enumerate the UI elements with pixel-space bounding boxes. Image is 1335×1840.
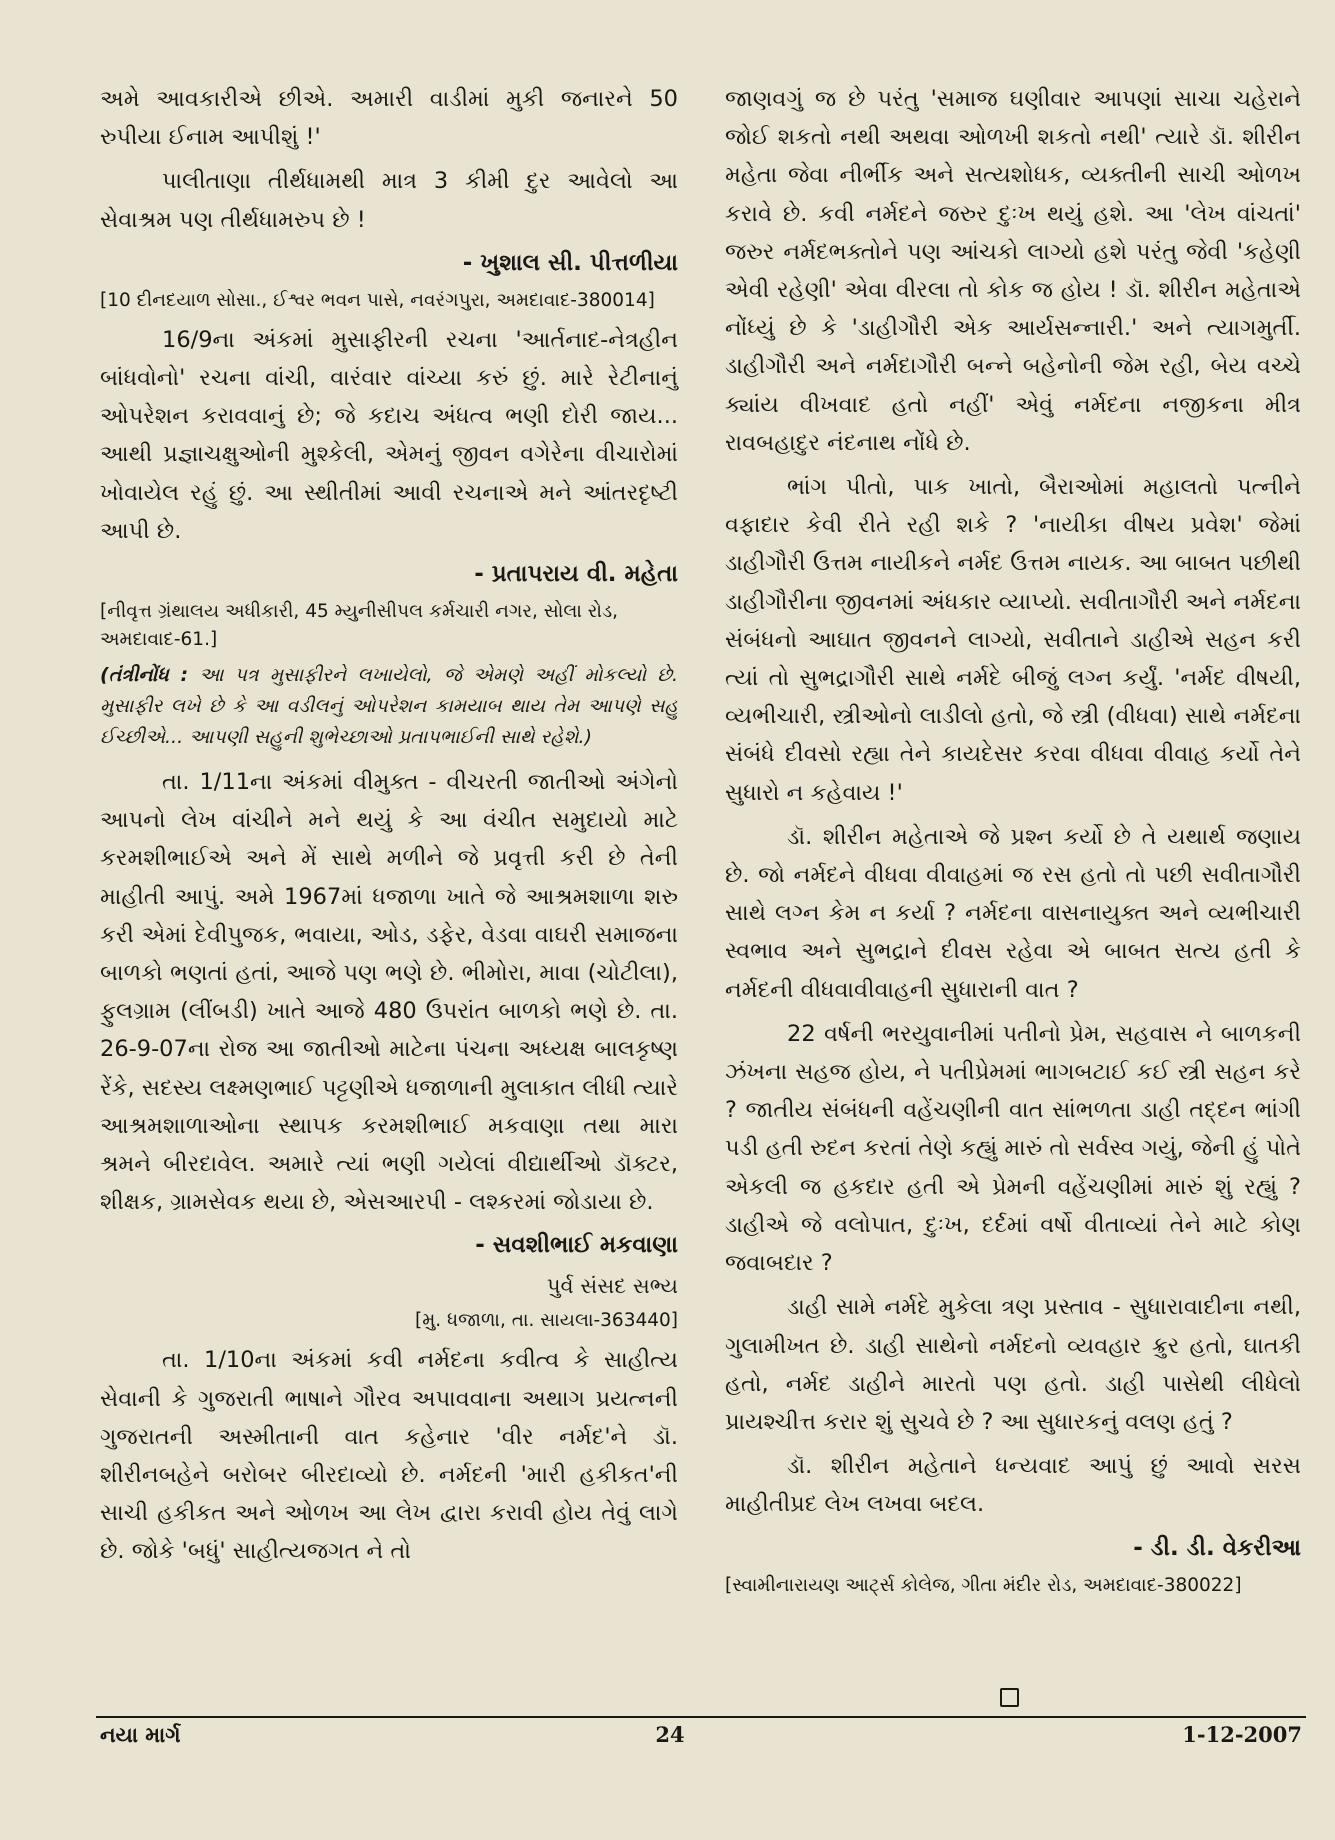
letter-4-signature: - ડી. ડી. વેકરીઆ <box>1133 1534 1301 1561</box>
left-column <box>100 80 678 1577</box>
letter-1-paragraph: પાલીતાણા તીર્થધામથી માત્ર 3 કીમી દુર આવેલો આ સેવાશ્રમ પણ તીર્થધામરુપ છે ! <box>100 168 678 233</box>
page-number: 24 <box>655 1722 685 1747</box>
end-of-article-mark <box>1000 1688 1019 1707</box>
editor-note-text: આ પત્ર મુસાફીરને લખાયેલો, જે એમણે અહીં મોકલ્યો છે. મુસાફીર લખે છે કે આ વડીલનું ઓપરેશન કામયાબ થાય તેમ આપણે સહુ ઈચ્છીએ... આપણી સહુની શુભેચ્છાઓ પ્રતાપભાઈની સાથે રહેશે.) <box>100 664 678 749</box>
editor-note-lead: (તંત્રીનોંધ : <box>100 664 189 687</box>
letter-1-signature: - ખુશાલ સી. પીત્તળીયા <box>462 249 678 276</box>
publication-name: નયા માર્ગ <box>100 1722 181 1747</box>
letter-3-title: પુર્વ સંસદ સભ્ય <box>546 1274 678 1299</box>
letter-3-address: [મુ. ધજાળા, તા. સાયલા-363440] <box>415 1310 678 1332</box>
issue-date: 1-12-2007 <box>1182 1722 1302 1747</box>
letter-4-paragraph-6: ડૉ. શીરીન મહેતાને ધન્યવાદ આપું છું આવો સરસ માહીતીપ્રદ લેખ લખવા બદલ. <box>725 1453 1301 1518</box>
letter-4-body-start: તા. 1/10ના અંકમાં કવી નર્મદના કવીત્વ કે સાહીત્ય સેવાની કે ગુજરાતી ભાષાને ગૌરવ અપાવવાના અથાગ પ્રયત્નની ગુજરાતની અસ્મીતાની વાત કહેનાર 'વીર નર્મદ'ને ડૉ. શીરીનબહેને બરોબર બીરદાવ્યો છે. નર્મદની 'મારી હકીકત'ની સાચી હકીકત અને ઓળખ આ લેખ દ્વારા કરાવી હોય તેવું લાગે છે. જોકે 'બધું' સાહીત્યજગત ને તો <box>100 1347 678 1565</box>
letter-4-paragraph-5: ડાહી સામે નર્મદે મુકેલા ત્રણ પ્રસ્તાવ - સુધારાવાદીના નથી, ગુલામીખત છે. ડાહી સાથેનો નર્મદનો વ્યવહાર ક્રુર હતો, ઘાતકી હતો, નર્મદ ડાહીને મારતો પણ હતો. ડાહી પાસેથી લીધેલો પ્રાયશ્ચીત્ત કરાર શું સુચવે છે ? આ સુધારકનું વલણ હતું ? <box>725 1294 1301 1435</box>
editor-note <box>100 660 678 753</box>
right-column <box>725 80 1301 1606</box>
letter-4-address: [સ્વામીનારાયણ આર્ટ્સ કોલેજ, ગીતા મંદીર રોડ, અમદાવાદ-380022] <box>725 1574 1242 1596</box>
letter-4-paragraph-3: ડૉ. શીરીન મહેતાએ જે પ્રશ્ન કર્યો છે તે યથાર્થ જણાય છે. જો નર્મદને વીધવા વીવાહમાં જ રસ હતો તો પછી સવીતાગૌરી સાથે લગ્ન કેમ ન કર્યા ? નર્મદના વાસનાયુક્ત અને વ્યભીચારી સ્વભાવ અને સુભદ્રાને દીવસ રહેવા એ બાબત સત્ય હતી કે નર્મદની વીધવાવીવાહની સુધારાની વાત ? <box>725 823 1301 1003</box>
letter-1-address: [10 દીનદયાળ સોસા., ઈશ્વર ભવન પાસે, નવરંગપુરા, અમદાવાદ-380014] <box>100 289 655 311</box>
letter-4-continued: જાણવગું જ છે પરંતુ 'સમાજ ઘણીવાર આપણાં સાચા ચહેરાને જોઈ શકતો નથી અથવા ઓળખી શકતો નથી' ત્યારે ડૉ. શીરીન મહેતા જેવા નીર્ભીક અને સત્યશોધક, વ્યક્તીની સાચી ઓળખ કરાવે છે. કવી નર્મદને જરુર દુઃખ થયું હશે. આ 'લેખ વાંચતાં' જરુર નર્મદભક્તોને પણ આંચકો લાગ્યો હશે પરંતુ જેવી 'કહેણી એવી રહેણી' એવા વીરલા તો કોક જ હોય ! ડૉ. શીરીન મહેતાએ નોંધ્યું છે કે 'ડાહીગૌરી એક આર્યસન્નારી.' અને ત્યાગમુર્તી. ડાહીગૌરી અને નર્મદાગૌરી બન્ને બહેનોની જેમ રહી, બેય વચ્ચે ક્યાંય વીખવાદ હતો નહીં' એવું નર્મદના નજીકના મીત્ર રાવબહાદુર નંદનાથ નોંધે છે. <box>725 86 1301 456</box>
letter-2-signature: - પ્રતાપરાય વી. મહેતા <box>474 561 678 588</box>
letter-4-paragraph-2: ભાંગ પીતો, પાક ખાતો, બૈરાઓમાં મહાલતો પત્નીને વફાદાર કેવી રીતે રહી શકે ? 'નાયીકા વીષય પ્રવેશ' જેમાં ડાહીગૌરી ઉત્તમ નાયીકને નર્મદ ઉત્તમ નાયક. આ બાબત પછીથી ડાહીગૌરીના જીવનમાં અંધકાર વ્યાપ્યો. સવીતાગૌરી અને નર્મદના સંબંધનો આઘાત જીવનને લાગ્યો, સવીતાને ડાહીએ સહન કરી ત્યાં તો સુભદ્રાગૌરી સાથે નર્મદે બીજું લગ્ન કર્યું. 'નર્મદ વીષયી, વ્યભીચારી, સ્ત્રીઓનો લાડીલો હતો, જે સ્ત્રી (વીધવા) સાથે નર્મદના સંબંધે દીવસો રહ્યા તેને કાયદેસર કરવા વીધવા વીવાહ કર્યો તેને સુધારો ન કહેવાય !' <box>725 474 1301 806</box>
letter-3-body: તા. 1/11ના અંકમાં વીમુક્ત - વીચરતી જાતીઓ અંગેનો આપનો લેખ વાંચીને મને થયું કે આ વંચીત સમુદાયો માટે કરમશીભાઈએ અને મેં સાથે મળીને જે પ્રવૃત્તી કરી છે તેની માહીતી આપું. અમે 1967માં ધજાળા ખાતે જે આશ્રમશાળા શરુ કરી એમાં દેવીપુજક, ભવાયા, ઓડ, ડફેર, વેડવા વાઘરી સમાજના બાળકો ભણતાં હતાં, આજે પણ ભણે છે. ભીમોરા, માવા (ચોટીલા), ફુલગ્રામ (લીંબડી) ખાતે આજે 480 ઉપરાંત બાળકો ભણે છે. તા. 26-9-07ના રોજ આ જાતીઓ માટેના પંચના અધ્યક્ષ બાલકૃષ્ણ રેંકે, સદસ્ય લક્ષ્મણભાઈ પટ્ટણીએ ધજાળાની મુલાકાત લીધી ત્યારે આશ્રમશાળાઓના સ્થાપક કરમશીભાઈ મકવાણા તથા મારા શ્રમને બીરદાવેલ. અમારે ત્યાં ભણી ગયેલાં વીદ્યાર્થીઓ ડૉક્ટર, શીક્ષક, ગ્રામસેવક થયા છે, એસઆરપી - લશ્કરમાં જોડાયા છે. <box>100 769 678 1216</box>
letter-1-closing: અમે આવકારીએ છીએ. અમારી વાડીમાં મુકી જનારને 50 રુપીયા ઈનામ આપીશું !' <box>100 86 678 151</box>
footer-divider <box>96 1716 1306 1718</box>
letter-4-paragraph-4: 22 વર્ષની ભરયુવાનીમાં પતીનો પ્રેમ, સહવાસ ને બાળકની ઝંખના સહજ હોય, ને પતીપ્રેમમાં ભાગબટાઈ કઈ સ્ત્રી સહન કરે ? જાતીય સંબંધની વહેંચણીની વાત સાંભળતા ડાહી તદ્દન ભાંગી પડી હતી રુદન કરતાં તેણે કહ્યું મારું તો સર્વસ્વ ગયું, જેની હું પોતે એકલી જ હકદાર હતી એ પ્રેમની વહેંચણીમાં મારું શું રહ્યું ? ડાહીએ જે વલોપાત, દુઃખ, દર્દમાં વર્ષો વીતાવ્યાં તેને માટે કોણ જવાબદાર ? <box>725 1020 1301 1277</box>
letter-2-address: [નીવૃત્ત ગ્રંથાલય અધીકારી, 45 મ્યુનીસીપલ કર્મચારી નગર, સોલા રોડ, અમદાવાદ-61.] <box>100 601 618 651</box>
letter-3-signature: - સવશીભાઈ મકવાણા <box>475 1232 678 1259</box>
letter-2-body: 16/9ના અંકમાં મુસાફીરની રચના 'આર્તનાદ-નેત્રહીન બાંધવોનો' રચના વાંચી, વારંવાર વાંચ્યા કરું છું. મારે રેટીનાનું ઓપરેશન કરાવવાનું છે; જે કદાચ અંધત્વ ભણી દોરી જાય... આથી પ્રજ્ઞાચક્ષુઓની મુશ્કેલી, એમનું જીવન વગેરેના વીચારોમાં ખોવાયેલ રહું છું. આ સ્થીતીમાં આવી રચનાએ મને આંતરદૃષ્ટી આપી છે. <box>100 326 678 544</box>
